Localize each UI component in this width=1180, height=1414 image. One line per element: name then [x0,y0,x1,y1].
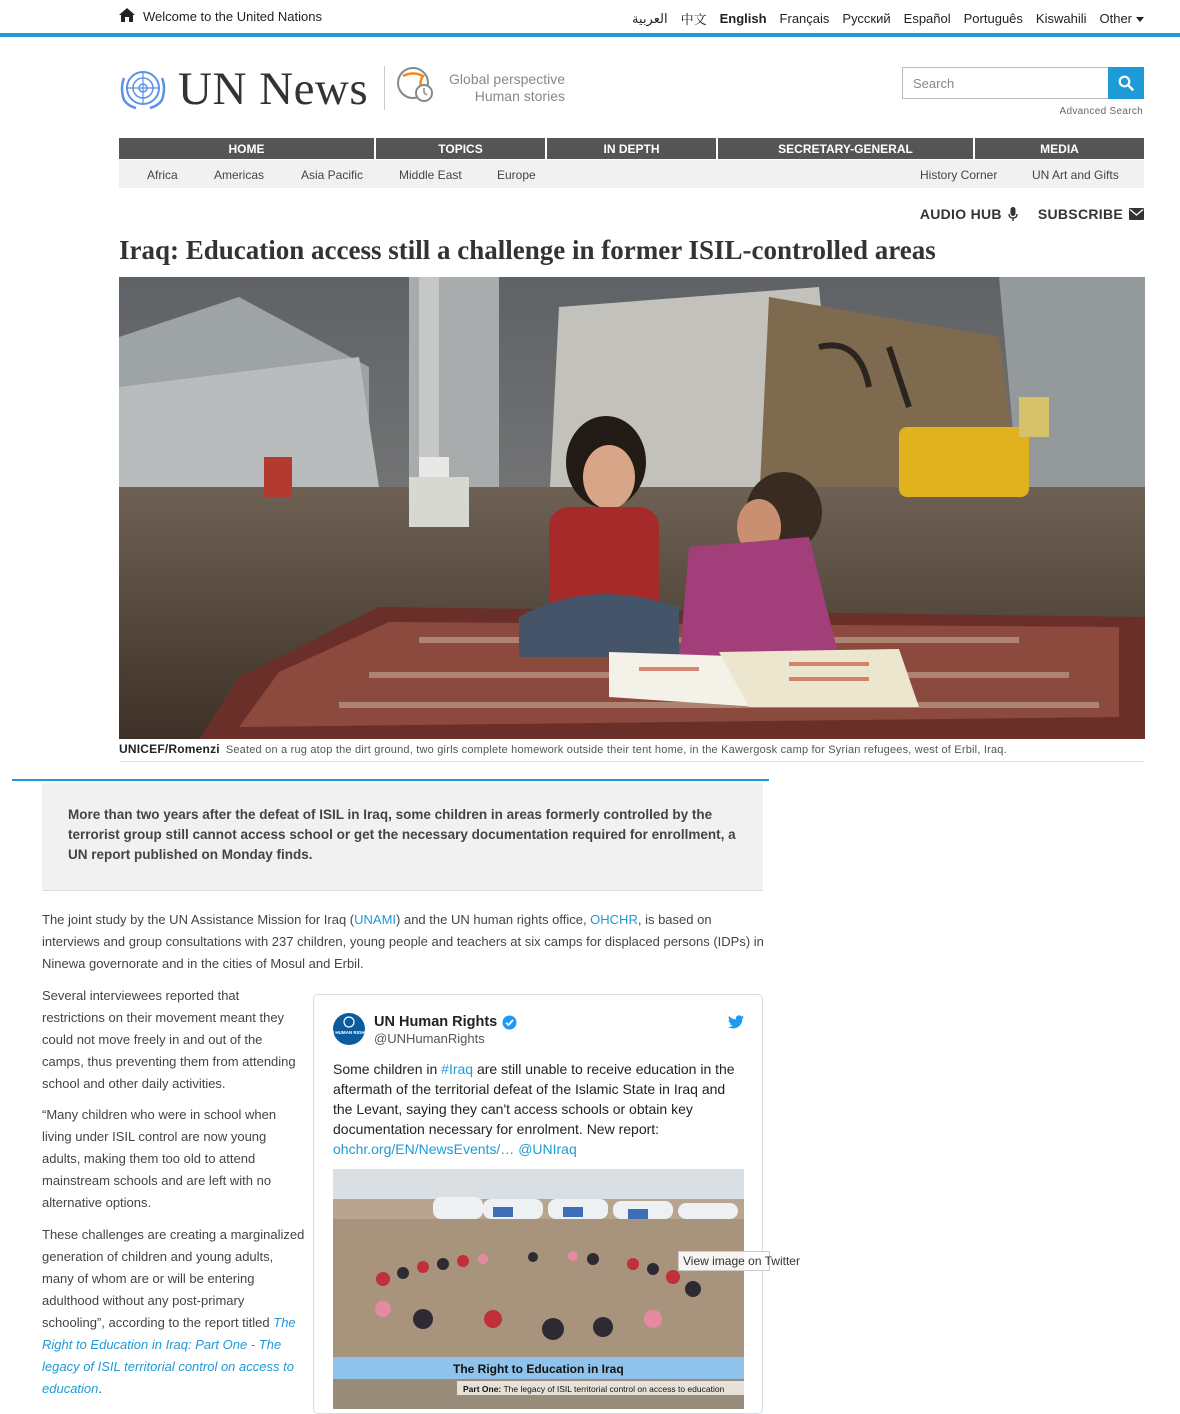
nav-home[interactable]: HOME [119,138,374,159]
sub-nav [119,160,1144,188]
lead-accent-rule [12,779,769,781]
utility-bar [0,0,1180,33]
tagline-line-2: Human stories [474,88,565,104]
lang-spanish[interactable]: Español [903,11,951,26]
p1-text-a: The joint study by the UN Assistance Mission for Iraq ( [42,912,355,927]
envelope-icon [1129,208,1144,220]
search-input[interactable] [902,67,1109,99]
ohchr-link[interactable]: OHCHR [590,912,638,927]
tweet-url-link[interactable]: ohchr.org/EN/NewsEvents/… [333,1141,515,1157]
microphone-icon [1008,207,1018,222]
media-subtitle-bold: Part One: [463,1384,502,1394]
subnav-asia-pacific[interactable]: Asia Pacific [301,168,364,182]
subnav-americas[interactable]: Americas [214,168,265,182]
lang-french[interactable]: Français [779,11,830,26]
paragraph-1 [42,909,764,975]
article-lead: More than two years after the defeat of ISIL in Iraq, some children in areas formerly controlled by the terrorist group still cannot access school or get the necessary documentation required for enrollment, a UN report published on Monday finds. [42,783,763,891]
lang-russian[interactable]: Русский [842,11,891,26]
welcome-link[interactable]: Welcome to the United Nations [143,9,322,24]
p4-text-a: These challenges are creating a marginalized generation of children and young adults, many of whom are or will be entering adulthood without any post-primary schooling”, according to the report titled [42,1227,305,1330]
refugee-camp-photo [119,277,1145,739]
media-subtitle [463,1384,725,1394]
media-toolbar [920,206,1144,222]
unami-link[interactable]: UNAMI [354,912,397,927]
lang-portuguese[interactable]: Português [963,11,1023,26]
report-title-link[interactable]: The Right to Education in Iraq: Part One - The legacy of ISIL territorial control on access to education [42,1315,296,1396]
twitter-bird-icon[interactable] [728,1015,744,1029]
embedded-tweet[interactable] [313,994,763,1414]
p4-text-b: . [98,1381,103,1396]
tweet-text-b: are still unable to receive education in the aftermath of the territorial defeat of the Islamic State in Iraq and the Levant, saying they can't access schools or obtain key documentation necessary for enrolment. New report: [333,1061,735,1137]
media-title: The Right to Education in Iraq [453,1362,624,1376]
logo-divider [384,66,385,110]
language-switcher [632,9,1144,28]
media-subtitle-text: The legacy of ISIL territorial control on access to education [503,1384,725,1394]
nav-media[interactable]: MEDIA [975,138,1144,159]
un-emblem-icon[interactable] [118,66,168,110]
article-title: Iraq: Education access still a challenge in former ISIL-controlled areas [119,235,936,265]
children-circle-photo [333,1169,744,1409]
caption-divider [119,761,1145,762]
lang-english[interactable]: English [719,11,767,26]
p1-text-b: ) and the UN human rights office, [396,912,591,927]
photo-caption [119,742,1007,756]
lang-arabic[interactable]: العربية [632,10,668,26]
paragraph-4 [42,1224,306,1400]
tweet-author[interactable] [374,1014,517,1030]
tweet-author-name: UN Human Rights [374,1014,498,1030]
subnav-europe[interactable]: Europe [497,168,536,182]
lang-other-label: Other [1099,11,1132,26]
tweet-media[interactable] [333,1169,744,1409]
main-nav [119,138,1144,159]
accent-rule [0,33,1180,37]
tagline-line-1: Global perspective [449,71,565,87]
home-icon[interactable] [119,8,135,22]
nav-secretary-general[interactable]: SECRETARY-GENERAL [718,138,973,159]
paragraph-2: Several interviewees reported that restrictions on their movement meant they could not move freely in and out of the camps, thus preventing them from attending school and other daily activities. [42,988,296,1091]
view-image-on-twitter-tooltip[interactable]: View image on Twitter [678,1251,770,1271]
lang-other-dropdown[interactable] [1099,11,1144,26]
lang-kiswahili[interactable]: Kiswahili [1035,11,1087,26]
tagline [440,71,565,105]
caption-text: Seated on a rug atop the dirt ground, two girls complete homework outside their tent home, in the Kawergosk camp for Syrian refugees, west of Erbil, Iraq. [225,744,1007,756]
tweet-text [333,1059,743,1159]
subnav-un-art-gifts[interactable]: UN Art and Gifts [1032,168,1119,182]
advanced-search-link[interactable]: Advanced Search [1059,106,1143,117]
lang-chinese[interactable]: 中文 [680,12,707,27]
globe-clock-icon [396,66,436,104]
p1-text-c: , is based on interviews and group consultations with 237 children, young people and teachers at six camps for displaced persons (IDPs) in Ninewa governorate and in the cities of Mosul and Erbil. [42,912,764,971]
hashtag-iraq-link[interactable]: #Iraq [441,1061,474,1077]
subnav-africa[interactable]: Africa [147,168,178,182]
subnav-history-corner[interactable]: History Corner [920,168,998,182]
tweet-avatar[interactable] [327,1013,371,1045]
mention-uniraq-link[interactable]: @UNIraq [518,1141,577,1157]
nav-topics[interactable]: TOPICS [376,138,545,159]
tweet-handle[interactable]: @UNHumanRights [374,1031,485,1046]
verified-badge-icon [502,1015,517,1030]
avatar-text: UN HUMAN RIGHTS [327,1030,371,1035]
tweet-text-a: Some children in [333,1061,442,1077]
un-human-rights-logo-icon [327,1013,371,1045]
subscribe-label: SUBSCRIBE [1037,206,1123,222]
hero-image[interactable] [119,277,1145,739]
audio-hub-link[interactable] [920,206,1018,222]
audio-hub-label: AUDIO HUB [919,206,1002,222]
photo-credit: UNICEF/Romenzi [119,742,220,756]
search-icon [1118,75,1134,91]
subscribe-link[interactable] [1038,206,1144,222]
search-button[interactable] [1108,67,1144,99]
subnav-middle-east[interactable]: Middle East [399,168,462,182]
paragraph-3: “Many children who were in school when living under ISIL control are now young adults, making them too old to attend mainstream schools and are left with no alternative options. [42,1107,277,1210]
caret-down-icon [1136,17,1144,22]
site-logo[interactable]: UN News [178,63,369,115]
nav-in-depth[interactable]: IN DEPTH [547,138,716,159]
